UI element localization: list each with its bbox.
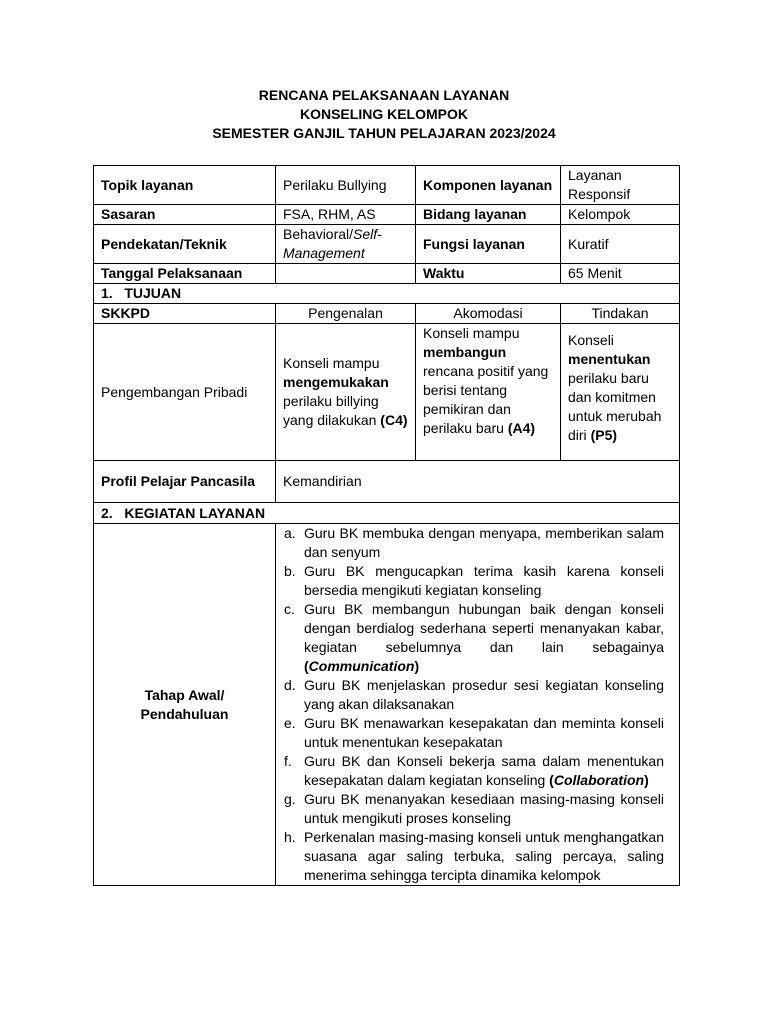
komponen-label: Komponen layanan bbox=[416, 166, 561, 205]
col-pengenalan: Pengenalan bbox=[276, 304, 416, 324]
paren-open: ( bbox=[549, 772, 554, 788]
akomodasi-post: rencana positif yang berisi tentang pemikiran dan perilaku baru bbox=[423, 363, 549, 436]
activity-item bbox=[284, 828, 664, 885]
pengenalan-pre: Konseli mampu bbox=[283, 355, 380, 371]
bidang-value: Kelompok bbox=[561, 205, 680, 225]
paren-close: ) bbox=[414, 658, 420, 674]
pendekatan-label: Pendekatan/Teknik bbox=[94, 225, 276, 264]
row-tujuan-heading bbox=[94, 284, 680, 304]
activity-item bbox=[284, 524, 664, 562]
activity-marker: h. bbox=[284, 829, 296, 845]
activity-text-wrap bbox=[304, 790, 664, 828]
fungsi-label: Fungsi layanan bbox=[416, 225, 561, 264]
tahap-awal-activities bbox=[276, 524, 680, 886]
pendekatan-value-italic: Self-Management bbox=[283, 226, 382, 261]
activity-marker: e. bbox=[284, 715, 296, 731]
pengenalan-post: perilaku billying yang dilakukan bbox=[283, 393, 379, 428]
tahap-awal-line-1: Tahap Awal/ bbox=[144, 686, 225, 703]
activity-text-wrap bbox=[304, 600, 664, 676]
activity-marker: c. bbox=[284, 601, 295, 617]
pendekatan-value-main: Behavioral/ bbox=[283, 226, 354, 242]
document-title bbox=[0, 86, 768, 143]
row-skkpd-header bbox=[94, 304, 680, 324]
activity-marker: f. bbox=[284, 753, 292, 769]
col-tindakan: Tindakan bbox=[561, 304, 680, 324]
title-line-1: RENCANA PELAKSANAAN LAYANAN bbox=[258, 87, 510, 103]
akomodasi-bold: membangun bbox=[423, 344, 507, 360]
waktu-label: Waktu bbox=[416, 264, 561, 284]
pengenalan-cell bbox=[276, 324, 416, 461]
tahap-awal-label bbox=[94, 524, 276, 886]
kegiatan-heading: 2. KEGIATAN LAYANAN bbox=[94, 503, 680, 524]
pengenalan-bold: mengemukakan bbox=[283, 374, 389, 390]
topik-label: Topik layanan bbox=[94, 166, 276, 205]
row-kegiatan-heading bbox=[94, 503, 680, 524]
sasaran-value: FSA, RHM, AS bbox=[276, 205, 416, 225]
tujuan-heading: 1. TUJUAN bbox=[94, 284, 680, 304]
activity-item bbox=[284, 562, 664, 600]
row-pengembangan bbox=[94, 324, 680, 461]
tanggal-value bbox=[276, 264, 416, 284]
akomodasi-pre: Konseli mampu bbox=[423, 325, 520, 341]
activity-item bbox=[284, 714, 664, 752]
pengenalan-code: (C4) bbox=[380, 412, 408, 428]
activity-marker: g. bbox=[284, 791, 296, 807]
tahap-awal-line-2: Pendahuluan bbox=[140, 705, 229, 722]
tanggal-label: Tanggal Pelaksanaan bbox=[94, 264, 276, 284]
activity-text-wrap bbox=[304, 562, 664, 600]
topik-value: Perilaku Bullying bbox=[276, 166, 416, 205]
activity-text-wrap bbox=[304, 676, 664, 714]
col-akomodasi: Akomodasi bbox=[416, 304, 561, 324]
activity-text-wrap bbox=[304, 828, 664, 885]
activity-text: Guru BK membuka dengan menyapa, memberikan salam dan senyum bbox=[304, 525, 664, 560]
activity-text: Guru BK membangun hubungan baik dengan konseli dengan berdialog sederhana seperti menanyakan kabar, kegiatan sebelumnya dan lain sebagainya bbox=[304, 601, 664, 655]
row-tanggal bbox=[94, 264, 680, 284]
activity-text: Guru BK menanyakan kesediaan masing-masing konseli untuk mengikuti proses konseling bbox=[304, 791, 664, 826]
activity-text-wrap bbox=[304, 714, 664, 752]
pendekatan-value bbox=[276, 225, 416, 264]
profil-value: Kemandirian bbox=[276, 461, 680, 503]
title-line-3: SEMESTER GANJIL TAHUN PELAJARAN 2023/2024 bbox=[212, 125, 556, 141]
row-sasaran bbox=[94, 205, 680, 225]
activity-emphasis: Communication bbox=[308, 658, 415, 674]
row-profil bbox=[94, 461, 680, 503]
activity-text: Perkenalan masing-masing konseli untuk menghangatkan suasana agar saling terbuka, saling percaya, saling menerima sehingga tercipta dinamika kelompok bbox=[304, 829, 664, 883]
akomodasi-cell bbox=[416, 324, 561, 461]
activity-text: Guru BK menawarkan kesepakatan dan meminta konseli untuk menentukan kesepakatan bbox=[304, 715, 664, 750]
activity-text: Guru BK menjelaskan prosedur sesi kegiatan konseling yang akan dilaksanakan bbox=[304, 677, 664, 712]
row-tahap-awal bbox=[94, 524, 680, 886]
activity-text-wrap bbox=[304, 752, 664, 790]
activity-text: Guru BK dan Konseli bekerja sama dalam menentukan kesepakatan dalam kegiatan konseling bbox=[304, 753, 664, 788]
title-line-2: KONSELING KELOMPOK bbox=[299, 106, 468, 122]
skkpd-label: SKKPD bbox=[94, 304, 276, 324]
paren-open: ( bbox=[304, 658, 309, 674]
akomodasi-code: (A4) bbox=[507, 420, 536, 436]
activity-marker: a. bbox=[284, 525, 296, 541]
tindakan-bold: menentukan bbox=[568, 351, 651, 367]
row-pendekatan bbox=[94, 225, 680, 264]
activity-text-wrap bbox=[304, 524, 664, 562]
pengembangan-label: Pengembangan Pribadi bbox=[94, 324, 276, 461]
activity-item bbox=[284, 676, 664, 714]
paren-close: ) bbox=[644, 772, 649, 788]
profil-label: Profil Pelajar Pancasila bbox=[94, 461, 276, 503]
tindakan-post: perilaku baru dan komitmen untuk merubah diri bbox=[568, 370, 662, 443]
row-topik bbox=[94, 166, 680, 205]
activity-list bbox=[284, 524, 664, 885]
waktu-value: 65 Menit bbox=[561, 264, 680, 284]
activity-text: Guru BK mengucapkan terima kasih karena konseli bersedia mengikuti kegiatan konseling bbox=[304, 563, 664, 598]
tindakan-pre: Konseli bbox=[568, 332, 614, 348]
sasaran-label: Sasaran bbox=[94, 205, 276, 225]
plan-table bbox=[93, 165, 680, 886]
activity-item bbox=[284, 600, 664, 676]
tindakan-cell bbox=[561, 324, 680, 461]
activity-item bbox=[284, 752, 664, 790]
komponen-value: Layanan Responsif bbox=[561, 166, 680, 205]
bidang-label: Bidang layanan bbox=[416, 205, 561, 225]
fungsi-value: Kuratif bbox=[561, 225, 680, 264]
activity-item bbox=[284, 790, 664, 828]
activity-emphasis: Collaboration bbox=[553, 772, 645, 788]
activity-marker: d. bbox=[284, 677, 296, 693]
tindakan-code: (P5) bbox=[590, 427, 618, 443]
activity-marker: b. bbox=[284, 563, 296, 579]
